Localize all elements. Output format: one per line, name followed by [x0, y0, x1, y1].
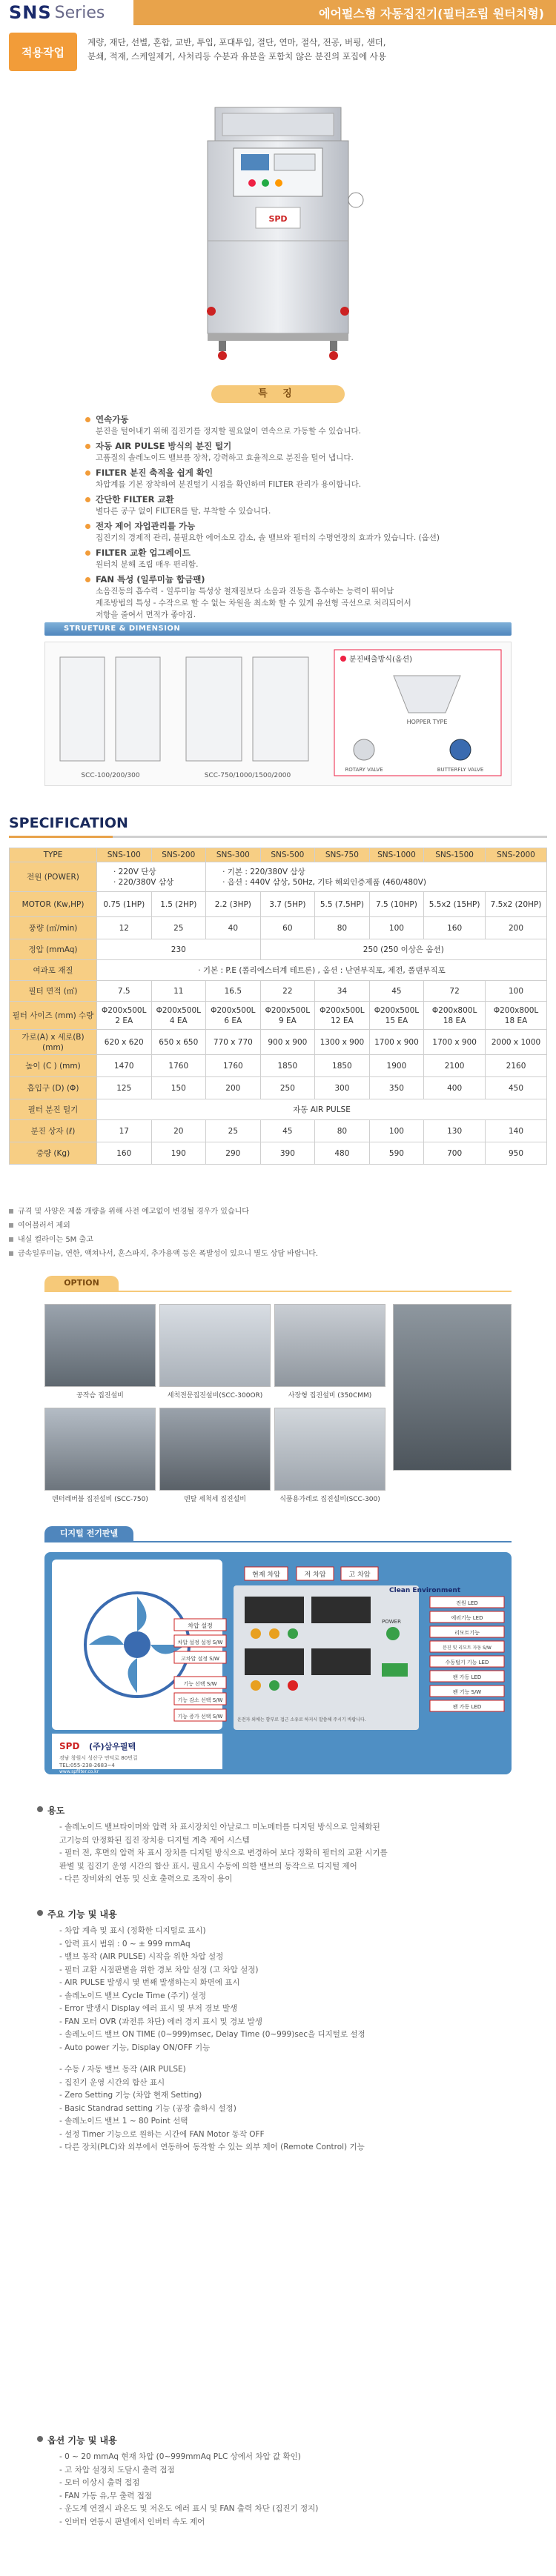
table-cell	[486, 1002, 547, 1030]
func-down-icon[interactable]	[269, 1680, 279, 1691]
table-cell: 350	[369, 1077, 424, 1099]
table-header: SNS-2000	[486, 848, 547, 862]
option-caption-6: 식품용가레로 집진설비(SCC-300)	[279, 1496, 380, 1503]
table-cell: 950	[486, 1142, 547, 1165]
option-line: - 운도계 연결시 과온도 및 저온도 에러 표시 및 FAN 출력 차단 (집진기 정지)	[59, 2504, 319, 2513]
filter-qty: 2 EA	[115, 1016, 133, 1025]
rotary-caption: ROTARY VALVE	[345, 767, 383, 773]
table-header: SNS-200	[151, 848, 206, 862]
table-header: SNS-100	[97, 848, 152, 862]
function-line: - 다른 장치(PLC)와 외부에서 연동하여 동작할 수 있는 외부 제어 (Remote Control) 기능	[59, 2143, 365, 2151]
table-row	[10, 848, 547, 862]
filter-qty: 4 EA	[169, 1016, 188, 1025]
table-cell: 480	[315, 1142, 370, 1165]
table-cell: 34	[315, 981, 370, 1002]
table-row	[10, 862, 547, 892]
table-cell: 1760	[151, 1055, 206, 1077]
label-set-high: 고차압 설정 S/W	[181, 1656, 219, 1662]
row-label: 전원 (POWER)	[10, 862, 97, 892]
note-item: 금속일루미늄, 연한, 액쳐나서, 혼스파지, 추가용액 등은 폭발성이 있으니 별도 상담 바랍니다.	[9, 1247, 547, 1261]
func-up-icon[interactable]	[288, 1680, 298, 1691]
table-cell: 100	[369, 917, 424, 939]
table-cell: 160	[97, 1142, 152, 1165]
usage-line: - 다른 장비와의 연동 및 신호 출력으로 조작이 용이	[59, 1874, 233, 1883]
panel-warning: 운전자 외에는 함부로 접근 소유로 하지시 말씀해 주시기 바랍니다.	[237, 1717, 366, 1723]
drawing-caption-1: SCC-100/200/300	[81, 772, 140, 779]
table-cell: 1900	[369, 1055, 424, 1077]
feature-desc: 소음진동의 흡수력 - 일루미늄 특성상 철재질보다 소음과 진동을 흡수하는 능력이 뛰어남 제조방법의 특성 - 수작으로 할 수 없는 차원을 최소화 할 수 있게 유선형 곡선으로 처리되어서 저항을 줄여서 면적가 좋아짐.	[96, 587, 411, 619]
product-title: 에어펄스형 자동집진기(필터조립 원터치형)	[319, 6, 544, 21]
fan-switch-icon[interactable]	[382, 1663, 408, 1677]
title-bar	[133, 0, 556, 25]
function-line: - 솔레노이드 밸브 Cycle Time (주기) 설정	[59, 1991, 206, 2000]
table-cell: 5.5x2 (15HP)	[424, 892, 486, 917]
table-cell: 2000 x 1000	[486, 1030, 547, 1055]
func-button-icon[interactable]	[251, 1680, 261, 1691]
table-cell: 1300 x 900	[315, 1030, 370, 1055]
applications-line-2: 분쇄, 적재, 스케일제거, 사처리등 수분과 유분을 포함치 않은 분진의 포집에 사용	[87, 51, 387, 61]
table-cell: 700	[424, 1142, 486, 1165]
applications-text	[77, 33, 547, 86]
features-list	[85, 413, 500, 624]
table-cell: 16.5	[206, 981, 261, 1002]
filter-qty: 15 EA	[385, 1016, 408, 1025]
table-row	[10, 892, 547, 917]
table-header: SNS-1000	[369, 848, 424, 862]
table-row	[10, 939, 547, 960]
row-label: 정압 (mmAq)	[10, 939, 97, 960]
table-header: SNS-750	[315, 848, 370, 862]
table-header: SNS-1500	[424, 848, 486, 862]
table-cell: 770 x 770	[206, 1030, 261, 1055]
table-cell: 590	[369, 1142, 424, 1165]
panel-phone: TEL:055-238-2683~4	[59, 1763, 115, 1768]
function-line: - 설정 Timer 기능으로 원하는 시간에 FAN Motor 동작 OFF	[59, 2129, 265, 2139]
structure-drawings	[44, 642, 512, 786]
option-photo-4	[393, 1304, 512, 1471]
function-line: - Auto power 기능, Display ON/OFF 기능	[59, 2043, 211, 2052]
filter-qty: 18 EA	[443, 1016, 466, 1025]
table-cell: 80	[315, 917, 370, 939]
applications-section	[9, 33, 547, 86]
table-row	[10, 1099, 547, 1120]
feature-item	[85, 467, 500, 490]
feature-item	[85, 520, 500, 544]
functions-section	[37, 1908, 526, 2154]
function-line: - 압력 표시 범위 : 0 ~ ± 999 mmAq	[59, 1939, 191, 1948]
row-label: 풍량 (㎥/min)	[10, 917, 97, 939]
option-photo-5	[44, 1408, 156, 1491]
function-line: - Zero Setting 기능 (차압 현재 Setting)	[59, 2091, 202, 2100]
label-error-led: 에러기능 LED	[451, 1615, 483, 1621]
table-row	[10, 1002, 547, 1030]
label-set-diff: 차압 설정	[188, 1623, 213, 1629]
label-func-down: 기능 감소 선택 S/W	[177, 1697, 223, 1703]
feature-desc: 별다른 공구 없이 FILTER를 탈, 부착할 수 있습니다.	[96, 507, 271, 516]
table-cell: 2100	[424, 1055, 486, 1077]
row-label: 분진 상자 (ℓ)	[10, 1120, 97, 1142]
label-fan-switch: 팬 기능 S/W	[452, 1689, 482, 1695]
filter-qty: 18 EA	[504, 1016, 528, 1025]
row-label: 흡입구 (D) (Φ)	[10, 1077, 97, 1099]
function-line: - AIR PULSE 발생시 몇 번째 발생하는지 화면에 표시	[59, 1978, 240, 1987]
table-header: SNS-300	[206, 848, 261, 862]
panel-company-logo: SPD	[59, 1741, 80, 1751]
table-cell	[206, 1002, 261, 1030]
row-label: 가로(A) x 세로(B) (mm)	[10, 1030, 97, 1055]
filter-size: Φ200x500L	[211, 1005, 256, 1015]
note-item: 여어블러서 제외	[9, 1219, 547, 1233]
table-cell: 자동 AIR PULSE	[97, 1099, 547, 1120]
option-tab: OPTION	[44, 1276, 119, 1291]
function-line: - Basic Standrad setting 기능 (공장 출하시 설정)	[59, 2103, 236, 2113]
table-header: TYPE	[10, 848, 97, 862]
set-button-icon[interactable]	[251, 1628, 261, 1639]
dust-collector-image	[133, 93, 423, 370]
specification-rule	[9, 836, 547, 838]
pressure-gauge-icon	[348, 193, 363, 207]
table-cell: 11	[151, 981, 206, 1002]
table-cell	[424, 1002, 486, 1030]
feature-desc: 고품질의 솔레노이드 밸브를 장착, 강력하고 효율적으로 분진을 털어 냅니다.	[96, 453, 354, 462]
usage-line: 고기능의 안정화된 집진 장치용 디지털 계측 제어 시스템	[59, 1835, 250, 1845]
function-line: - 솔레노이드 밸브 1 ~ 80 Point 선택	[59, 2117, 188, 2126]
applications-line-1: 계량, 재단, 선별, 혼합, 교반, 투입, 포대투입, 절단, 연마, 절삭, 전공, 버핑, 샌더,	[87, 37, 386, 47]
feature-item	[85, 413, 500, 437]
features-heading: 특 징	[211, 385, 345, 403]
table-cell	[369, 1002, 424, 1030]
specification-table	[9, 848, 547, 1165]
page-header	[0, 0, 556, 25]
feature-title: FAN 특성 (일루미늄 합금팬)	[85, 573, 500, 585]
table-cell: 300	[315, 1077, 370, 1099]
machine-illustration	[133, 93, 423, 370]
table-cell	[97, 1002, 152, 1030]
feature-title: FILTER 분진 축적을 쉽게 확인	[85, 467, 500, 479]
spec-notes	[9, 1205, 547, 1261]
table-cell: 1760	[206, 1055, 261, 1077]
table-cell: 100	[486, 981, 547, 1002]
power-option: · 옵션 : 440V 삼상, 50Hz, 기타 해외인증제품 (460/480V)	[222, 877, 427, 887]
structure-banner	[44, 622, 512, 636]
feature-desc: 차압계를 기본 장착하여 분진털기 시점을 확인하며 FILTER 관리가 용이합니다.	[96, 480, 362, 489]
label-manual-led: 수동털기 기능 LED	[445, 1660, 489, 1665]
label-clean-env: Clean Environment	[389, 1587, 461, 1594]
table-row	[10, 960, 547, 981]
row-label: 중량 (Kg)	[10, 1142, 97, 1165]
label-func-select: 기능 선택 S/W	[183, 1681, 217, 1687]
function-line: - 필터 교환 시점판별을 위한 경보 차압 설정 (고 차압 설정)	[59, 1965, 259, 1974]
table-cell	[260, 1002, 315, 1030]
filter-size: Φ200x500L	[320, 1005, 365, 1015]
function-line: - 집진기 운영 시간의 합산 표시	[59, 2077, 165, 2087]
hopper-caption: HOPPER TYPE	[406, 719, 448, 725]
panel-company-name: (주)삼우필텍	[89, 1742, 136, 1751]
feature-title: 간단한 FILTER 교환	[85, 493, 500, 505]
usage-line: 판별 및 집진기 운영 시간의 합산 표시, 필요시 수동에 의한 밸브의 동작으로 디지털 제어	[59, 1861, 357, 1871]
function-line: - 밸브 동작 (AIR PULSE) 시작을 위한 차압 설정	[59, 1952, 224, 1961]
label-remote-led: 리모트기능	[454, 1630, 480, 1636]
filter-qty: 6 EA	[224, 1016, 242, 1025]
table-cell: 160	[424, 917, 486, 939]
row-label: 필터 면적 (㎡)	[10, 981, 97, 1002]
table-cell: 400	[424, 1077, 486, 1099]
series-suffix: Series	[54, 3, 105, 22]
table-row	[10, 1030, 547, 1055]
digital-panel-tab: 디지털 전기판넬	[44, 1526, 133, 1541]
feature-title: 연속가동	[85, 413, 500, 425]
filter-size: Φ200x500L	[374, 1005, 420, 1015]
spacer	[37, 2054, 526, 2063]
function-line: - Error 발생시 Display 에러 표시 및 부저 경보 발생	[59, 2004, 238, 2013]
table-cell: 17	[97, 1120, 152, 1142]
specification-heading: SPECIFICATION	[9, 815, 128, 831]
table-cell: 7.5 (10HP)	[369, 892, 424, 917]
row-label: 여과포 재질	[10, 960, 97, 981]
function-line: - 수동 / 자동 밸브 동작 (AIR PULSE)	[59, 2065, 186, 2074]
applications-label: 적용작업	[9, 33, 77, 71]
feature-item	[85, 547, 500, 570]
table-cell: 45	[369, 981, 424, 1002]
note-item: 규격 및 사양은 제품 개량을 위해 사전 예고없이 변경될 경우가 있습니다	[9, 1205, 547, 1219]
table-cell: 900 x 900	[260, 1030, 315, 1055]
table-cell: 2.2 (3HP)	[206, 892, 261, 917]
filter-qty: 12 EA	[331, 1016, 354, 1025]
table-cell: 620 x 620	[97, 1030, 152, 1055]
table-cell: 200	[206, 1077, 261, 1099]
table-cell: 45	[260, 1120, 315, 1142]
row-label: 필터 분진 털기	[10, 1099, 97, 1120]
discharge-caption: 분진배출방식(옵션)	[349, 656, 413, 664]
option-photo-1	[44, 1304, 156, 1387]
function-line: - 솔레노이드 밸브 ON TIME (0~999)msec, Delay Time (0~999)sec을 디지털로 설정	[59, 2030, 365, 2039]
option-line: - 0 ~ 20 mmAq 현재 차압 (0~999mmAq PLC 상에서 차압 값 확인)	[59, 2452, 301, 2461]
usage-section	[37, 1804, 526, 1886]
digital-panel-rule	[44, 1541, 512, 1542]
table-cell: 7.5	[97, 981, 152, 1002]
table-cell: 22	[260, 981, 315, 1002]
filter-size: Φ200x500L	[156, 1005, 201, 1015]
table-row	[10, 1142, 547, 1165]
table-cell: 3.7 (5HP)	[260, 892, 315, 917]
series-logo	[0, 0, 133, 25]
table-cell	[206, 862, 547, 892]
panel-address: 경남 창원시 성산구 연덕로 80번길	[59, 1755, 138, 1761]
table-cell: 250	[260, 1077, 315, 1099]
series-name: SNS	[9, 2, 52, 23]
option-caption-3: 사장형 집진설비 (350CMM)	[288, 1392, 372, 1400]
option-line: - 고 차압 설정치 도달시 출력 접점	[59, 2465, 175, 2475]
power-button-icon[interactable]	[386, 1627, 400, 1640]
up-button-icon[interactable]	[288, 1628, 298, 1639]
label-high-pressure: 고 차압	[348, 1571, 371, 1579]
table-cell: 450	[486, 1077, 547, 1099]
table-cell: 7.5x2 (20HP)	[486, 892, 547, 917]
table-cell: 80	[315, 1120, 370, 1142]
filter-qty: 9 EA	[278, 1016, 297, 1025]
table-cell: 250 (250 이상은 옵션)	[260, 939, 546, 960]
usage-line: - 솔레노이드 밸브타이머와 압력 차 표시장치인 아날로그 미노메터를 디지털 방식으로 일체화된	[59, 1823, 380, 1831]
label-power-led: 전원 LED	[456, 1600, 478, 1606]
option-photo-2	[159, 1304, 271, 1387]
feature-title: 자동 AIR PULSE 방식의 분진 털기	[85, 440, 500, 452]
option-photo-7	[274, 1408, 385, 1491]
power-three: · 220/380V 삼상	[113, 877, 174, 887]
table-cell: 20	[151, 1120, 206, 1142]
option-photo-6	[159, 1408, 271, 1491]
table-cell	[151, 1002, 206, 1030]
feature-item	[85, 573, 500, 621]
label-func-up: 기능 증가 선택 S/W	[177, 1714, 223, 1720]
note-item: 내실 컬라이는 5M 출고	[9, 1233, 547, 1247]
option-rule	[44, 1291, 512, 1292]
panel-website: www.spfilter.co.kr	[59, 1769, 99, 1774]
table-cell: 12	[97, 917, 152, 939]
table-cell: · 기본 : P.E (폴리에스터계 테트론) , 옵션 : 난연부직포, 제전, 폴댄부직포	[97, 960, 547, 981]
feature-desc: 분진을 털어내기 위해 집진기를 정지할 필요없이 연속으로 가동할 수 있습니다.	[96, 427, 361, 436]
table-cell: 650 x 650	[151, 1030, 206, 1055]
feature-desc: 원터치 분해 조립 매우 편리함.	[96, 560, 199, 569]
table-cell: 1700 x 900	[424, 1030, 486, 1055]
table-cell: 1.5 (2HP)	[151, 892, 206, 917]
option-caption-2: 세척전문집진설비(SCC-300OR)	[167, 1392, 263, 1400]
feature-title: 전자 제어 자업관리를 가능	[85, 520, 500, 532]
table-cell: 230	[97, 939, 261, 960]
option-caption-1: 공작슴 집진설비	[76, 1392, 124, 1400]
table-cell: 72	[424, 981, 486, 1002]
table-row	[10, 917, 547, 939]
table-cell: 390	[260, 1142, 315, 1165]
table-cell: 0.75 (1HP)	[97, 892, 152, 917]
table-cell: 150	[151, 1077, 206, 1099]
function-line: - 차압 계측 및 표시 (정확한 디지털로 표시)	[59, 1926, 206, 1935]
option-line: - 인버터 연동시 판넬에서 인버터 속도 제어	[59, 2517, 205, 2526]
fan-blade-icon	[85, 1593, 189, 1697]
table-cell	[315, 1002, 370, 1030]
table-cell: 1700 x 900	[369, 1030, 424, 1055]
filter-size: Φ200x800L	[431, 1005, 477, 1015]
row-label: 높이 (C ) (mm)	[10, 1055, 97, 1077]
option-caption-4: 덴터레버블 집진설비 (SCC-750)	[52, 1496, 148, 1503]
table-cell: 40	[206, 917, 261, 939]
down-button-icon[interactable]	[269, 1628, 279, 1639]
table-row	[10, 1120, 547, 1142]
table-cell: 200	[486, 917, 547, 939]
machine-logo: SPD	[268, 214, 288, 224]
butterfly-caption: BUTTERFLY VALVE	[437, 767, 484, 773]
table-cell: 1470	[97, 1055, 152, 1077]
usage-heading: 용도	[37, 1804, 526, 1817]
label-fan-led-2: 팬 가동 LED	[452, 1704, 482, 1710]
table-cell: 60	[260, 917, 315, 939]
digital-panel-diagram	[44, 1552, 512, 1774]
feature-title: FILTER 교환 업그레이드	[85, 547, 500, 559]
dimension-drawings	[45, 642, 512, 787]
table-header: SNS-500	[260, 848, 315, 862]
table-cell: 1850	[315, 1055, 370, 1077]
table-cell: 25	[206, 1120, 261, 1142]
table-cell: 130	[424, 1120, 486, 1142]
table-cell: 1850	[260, 1055, 315, 1077]
table-cell: 2160	[486, 1055, 547, 1077]
features-heading-wrap	[0, 385, 556, 405]
feature-item	[85, 440, 500, 464]
table-cell: 290	[206, 1142, 261, 1165]
filter-size: Φ200x500L	[102, 1005, 147, 1015]
option-line: - FAN 가동 유,무 출력 접점	[59, 2491, 153, 2500]
table-cell: 5.5 (7.5HP)	[315, 892, 370, 917]
label-current-pressure: 현재 차압	[252, 1571, 280, 1579]
power-basic: · 기본 : 220/380V 삼상	[222, 867, 305, 876]
table-row	[10, 1077, 547, 1099]
table-row	[10, 1055, 547, 1077]
label-set-low: 차압 설정 설정 S/W	[177, 1640, 223, 1645]
feature-desc: 집진기의 경제적 관리, 불필요한 에어소모 감소, 솔 밸브와 필터의 수명연장의 효과가 있습니다. (옵션)	[96, 533, 440, 542]
power-single: · 220V 단상	[113, 867, 156, 876]
table-cell: 125	[97, 1077, 152, 1099]
table-cell: 190	[151, 1142, 206, 1165]
table-cell: 140	[486, 1120, 547, 1142]
drawing-caption-2: SCC-750/1000/1500/2000	[204, 772, 291, 779]
function-line: - FAN 모터 OVR (과전류 차단) 에러 경지 표시 및 경보 발생	[59, 2017, 262, 2026]
label-auto-led: 분진 및 리모트 자동 S/W	[443, 1645, 492, 1651]
table-row	[10, 981, 547, 1002]
usage-line: - 필터 전, 후면의 압력 차 표시 장치를 디지털 방식으로 변경하여 보다 정확히 필터의 교환 시기를	[59, 1848, 388, 1857]
table-cell: 25	[151, 917, 206, 939]
label-power: POWER	[382, 1619, 401, 1625]
option-caption-5: 덴탈 세척세 집진설비	[184, 1496, 246, 1503]
options-section	[37, 2434, 526, 2529]
filter-size: Φ200x800L	[493, 1005, 539, 1015]
label-low-pressure: 저 차압	[304, 1571, 326, 1579]
label-fan-led: 팬 가동 LED	[452, 1674, 482, 1680]
option-line: - 모터 이상시 출력 접점	[59, 2478, 140, 2487]
options-heading: 옵션 기능 및 내용	[37, 2434, 526, 2446]
filter-size: Φ200x500L	[265, 1005, 311, 1015]
structure-banner-label: STRUETURE & DIMENSION	[64, 625, 181, 633]
feature-item	[85, 493, 500, 517]
table-cell: 100	[369, 1120, 424, 1142]
row-label: 필터 사이즈 (mm) 수량	[10, 1002, 97, 1030]
functions-heading: 주요 기능 및 내용	[37, 1908, 526, 1920]
option-photo-3	[274, 1304, 385, 1387]
row-label: MOTOR (Kw,HP)	[10, 892, 97, 917]
table-cell	[97, 862, 206, 892]
